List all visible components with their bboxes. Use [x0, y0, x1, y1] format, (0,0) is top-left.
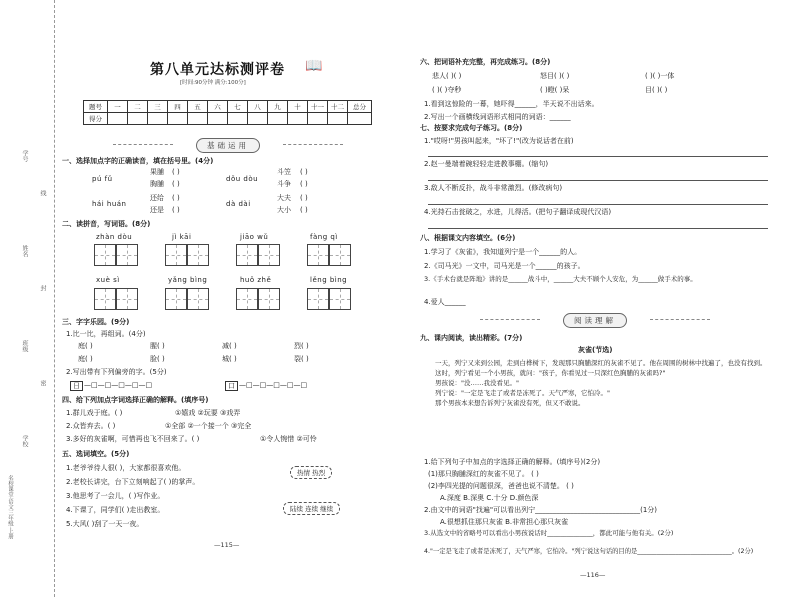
q2-pinyin-1: zhàn dòu: [96, 233, 133, 241]
q1-word-2a: 斗笠: [277, 168, 291, 176]
q5-item-4[interactable]: 4.下课了，同学们( )走出教室。: [66, 506, 165, 514]
q4-item-1-options: ①嬉戏 ②玩要 ③戏弄: [175, 409, 241, 417]
q3-sub1: 1.比一比，再组词。(4分): [66, 330, 146, 338]
q6-word-2[interactable]: 怒目( )( ): [540, 72, 570, 80]
score-table-header-cell: 五: [188, 101, 208, 113]
writing-box[interactable]: [116, 244, 138, 266]
writing-box[interactable]: [165, 244, 187, 266]
q6-title: 六、把词语补充完整，再完成练习。(8分): [420, 58, 551, 66]
writing-box[interactable]: [329, 244, 351, 266]
score-cell[interactable]: [148, 113, 168, 125]
q3-pair-1a[interactable]: 庭( ): [78, 342, 93, 350]
passage-paragraph-4: 列宁说："一定是飞走了或者是冻死了。天气严寒，它怕冷。": [435, 389, 610, 398]
q3-radical-2-blanks[interactable]: —□—□—□—□—□: [239, 381, 308, 389]
page-number-left: —115—: [214, 541, 240, 549]
q3-pair-4b[interactable]: 裂( ): [294, 355, 309, 363]
sidebar-label-line: 线: [39, 190, 46, 196]
q8-item-4[interactable]: 4.爱人______: [424, 298, 466, 306]
sidebar-book-label: 名校课堂·语文三年级·上册: [7, 475, 13, 539]
q6-word-6[interactable]: 目( )( ): [645, 86, 668, 94]
q1-word-4a: 大夫: [277, 194, 291, 202]
q8-title: 八、根据课文内容填空。(6分): [420, 234, 516, 242]
q1-word-3a: 还给: [150, 194, 164, 202]
q2-pinyin-2: jì kāi: [172, 233, 192, 241]
q1-answer-2b[interactable]: ( ): [300, 180, 308, 188]
q2-pinyin-3: jiāo wǔ: [240, 233, 269, 241]
q3-pair-4a[interactable]: 烈( ): [294, 342, 309, 350]
q1-answer-3b[interactable]: ( ): [172, 206, 180, 214]
writing-box[interactable]: [307, 244, 329, 266]
q9-sub1-item-1[interactable]: (1)那只胸脯深红的灰雀不见了。 ( ): [428, 470, 539, 478]
writing-box[interactable]: [165, 288, 187, 310]
writing-box[interactable]: [258, 244, 280, 266]
q1-word-1a: 果脯: [150, 168, 164, 176]
q3-radical-1: 日: [70, 381, 83, 391]
q3-title: 三、字字乐园。(9分): [62, 318, 130, 326]
score-table-header-cell: 十一: [308, 101, 328, 113]
passage-paragraph-3: 男孩说："没……我没看见。": [435, 379, 519, 388]
right-page: [400, 0, 800, 597]
score-table: [83, 100, 372, 125]
page-number-right: —116—: [580, 571, 606, 579]
binding-sidebar: [0, 0, 55, 597]
score-table-header-cell: 总分: [348, 101, 372, 113]
q1-answer-1a[interactable]: ( ): [172, 168, 180, 176]
q7-answer-line-1[interactable]: [428, 156, 768, 157]
section-banner-reading: 阅读理解: [420, 313, 770, 327]
q7-title: 七、按要求完成句子练习。(8分): [420, 124, 523, 132]
q6-sub1[interactable]: 1.看到这惊险的一幕，她吓得______，半天说不出话来。: [424, 100, 599, 108]
q1-word-3b: 还是: [150, 206, 164, 214]
q4-item-3[interactable]: 3.多好的灰雀啊，可惜再也飞不回来了。( ): [66, 435, 200, 443]
q1-title: 一、选择加点字的正确读音，填在括号里。(4分): [62, 157, 214, 165]
q7-answer-line-4[interactable]: [428, 228, 768, 229]
score-cell[interactable]: [328, 113, 348, 125]
q1-answer-4b[interactable]: ( ): [300, 206, 308, 214]
score-cell[interactable]: [128, 113, 148, 125]
q1-answer-2a[interactable]: ( ): [300, 168, 308, 176]
q9-sub2-options: A.很想抓住那只灰雀 B.非常担心那只灰雀: [440, 518, 569, 526]
q1-word-2b: 斗争: [277, 180, 291, 188]
q2-title: 二、读拼音，写词语。(8分): [62, 220, 151, 228]
q3-pair-1b[interactable]: 庭( ): [78, 355, 93, 363]
q1-pinyin-4: dà dài: [226, 200, 251, 208]
score-cell[interactable]: [248, 113, 268, 125]
writing-box[interactable]: [236, 244, 258, 266]
q1-answer-4a[interactable]: ( ): [300, 194, 308, 202]
q2-pinyin-5: xuè sì: [96, 276, 120, 284]
sidebar-label-seal: 封: [39, 285, 46, 291]
passage-paragraph-5: 那个男孩本来想告诉列宁灰雀没有死，但又不敢说。: [435, 399, 585, 408]
q3-pair-3b[interactable]: 城( ): [222, 355, 237, 363]
score-table-header-cell: 六: [208, 101, 228, 113]
writing-box[interactable]: [258, 288, 280, 310]
q1-word-4b: 大小: [277, 206, 291, 214]
q3-pair-2a[interactable]: 腥( ): [150, 342, 165, 350]
q6-word-4[interactable]: ( )( )夺秒: [432, 86, 462, 94]
q3-radical-2: 口: [225, 381, 238, 391]
writing-box[interactable]: [307, 288, 329, 310]
q9-sub1-item-2[interactable]: (2)李四光提的问题很深，爸爸也说不清楚。 ( ): [428, 482, 574, 490]
q5-word-box-2: 陆续 连续 继续: [283, 502, 340, 515]
writing-box[interactable]: [94, 244, 116, 266]
q2-pinyin-7: huǒ zhě: [240, 276, 272, 284]
q5-item-1[interactable]: 1.老爷爷待人很( )，大家都很喜欢他。: [66, 464, 186, 472]
q9-sub2[interactable]: 2.由文中的词语"找遍"可以看出列宁______________________________(1分): [424, 506, 658, 514]
q4-item-2-options: ①全部 ②一个接一个 ③完全: [165, 422, 252, 430]
q4-title: 四、给下列加点字词选择正确的解释。(填序号): [62, 396, 209, 404]
score-cell[interactable]: [208, 113, 228, 125]
q2-pinyin-8: lěng bìng: [310, 276, 348, 284]
book-icon: 📖: [305, 58, 323, 74]
q6-sub2[interactable]: 2.写出一个画横线词语形式相同的词语：______: [424, 113, 571, 121]
exam-meta: [时间:90分钟 满分:100分]: [180, 80, 246, 86]
reading-passage: [422, 358, 777, 408]
q6-word-3[interactable]: ( )( )一体: [645, 72, 675, 80]
writing-box[interactable]: [187, 244, 209, 266]
q7-answer-line-3[interactable]: [428, 204, 768, 205]
q8-item-3[interactable]: 3.《手术台就是阵地》讲的是______战斗中，______大夫不顾个人安危，为______做手术的事。: [424, 275, 697, 283]
score-cell[interactable]: [268, 113, 288, 125]
q4-item-1[interactable]: 1.群儿戏于庭。( ): [66, 409, 123, 417]
q6-word-5[interactable]: ( )瞪( )呆: [540, 86, 570, 94]
q8-item-1[interactable]: 1.学习了《灰雀》，我知道列宁是一个______的人。: [424, 248, 582, 256]
sidebar-label-school: 学校: [21, 435, 28, 447]
score-table-header-cell: 八: [248, 101, 268, 113]
score-cell[interactable]: [188, 113, 208, 125]
q1-pinyin-2: dǒu dòu: [226, 175, 259, 183]
q9-sub4[interactable]: 4."一定是飞走了或者是冻死了，天气严寒，它怕冷。"列宁说这句话的目的是______________________________。(2分): [424, 548, 754, 555]
q3-pair-2b[interactable]: 脸( ): [150, 355, 165, 363]
q3-radical-1-blanks[interactable]: —□—□—□—□—□: [84, 381, 153, 389]
q9-title: 九、课内阅读，读出精彩。(7分): [420, 334, 523, 342]
writing-box[interactable]: [116, 288, 138, 310]
score-cell[interactable]: [228, 113, 248, 125]
score-table-header-cell: 四: [168, 101, 188, 113]
sidebar-label-class: 班级: [21, 340, 28, 352]
q9-sub1: 1.给下列句子中加点的字选择正确的解释。(填序号)(2分): [424, 458, 601, 466]
score-cell[interactable]: [348, 113, 372, 125]
writing-box[interactable]: [94, 288, 116, 310]
q1-answer-1b[interactable]: ( ): [172, 180, 180, 188]
passage-paragraph-1: 一天，列宁又来到公园，走到白桦树下，发现那只胸脯深红的灰雀不见了。他在周围的树林中找遍了，也没有找到。: [435, 359, 767, 367]
q7-answer-line-2[interactable]: [428, 180, 768, 181]
q9-sub1-options: A.深度 B.深奥 C.十分 D.颜色深: [440, 494, 539, 502]
q2-pinyin-6: yǎng bìng: [168, 276, 208, 284]
q7-item-2: 2.赵一曼端着碗轻轻走进教事棚。(缩句): [424, 160, 549, 168]
q4-item-3-options: ①令人惋惜 ②可怜: [260, 435, 317, 443]
q5-item-5[interactable]: 5.大风( )刮了一天一夜。: [66, 520, 144, 528]
q1-word-1b: 胸脯: [150, 180, 164, 188]
q2-pinyin-4: fàng qì: [310, 233, 338, 241]
section-banner-basics: 基础运用: [83, 138, 373, 152]
score-row-label: 得分: [84, 113, 108, 125]
q1-pinyin-1: pú fǔ: [92, 175, 113, 183]
q4-item-2[interactable]: 2.众皆弃去。( ): [66, 422, 116, 430]
score-cell[interactable]: [288, 113, 308, 125]
writing-box[interactable]: [329, 288, 351, 310]
page-title: 第八单元达标测评卷: [150, 62, 285, 78]
sidebar-label-secret: 密: [39, 380, 46, 386]
sidebar-label-name: 姓名: [21, 245, 28, 257]
q7-item-3: 3.敌人不断反扑，战斗非常激烈。(修改病句): [424, 184, 563, 192]
score-table-header-cell: 七: [228, 101, 248, 113]
writing-box[interactable]: [236, 288, 258, 310]
q5-title: 五、选词填空。(5分): [62, 450, 130, 458]
score-cell[interactable]: [308, 113, 328, 125]
q1-pinyin-3: hái huán: [92, 200, 127, 208]
writing-box[interactable]: [187, 288, 209, 310]
q3-sub2: 2.写出带有下列偏旁的字。(5分): [66, 368, 167, 376]
score-cell[interactable]: [168, 113, 188, 125]
passage-title: 灰雀(节选): [578, 346, 613, 354]
q5-word-box-1: 热情 热烈: [290, 466, 332, 479]
q8-item-2[interactable]: 2.《司马光》一文中，司马光是一个______的孩子。: [424, 262, 585, 270]
q1-answer-3a[interactable]: ( ): [172, 194, 180, 202]
score-table-header-cell: 九: [268, 101, 288, 113]
score-cell[interactable]: [108, 113, 128, 125]
q7-item-4: 4.光持石击瓮破之，水进，儿得活。(把句子翻译成现代汉语): [424, 208, 612, 216]
q7-item-1: 1."哎呀!"男孩叫起来，"坏了!"(改为说话者在前): [424, 137, 574, 145]
q5-item-2[interactable]: 2.老校长讲完，台下立刻响起了( )的掌声。: [66, 478, 200, 486]
passage-paragraph-2: 这时，列宁看见一个小男孩，就问："孩子，你看见过一只深红色胸脯的灰雀吗?": [435, 369, 666, 378]
q5-item-3[interactable]: 3.他思考了一会儿，( )写作业。: [66, 492, 165, 500]
score-table-header-cell: 一: [108, 101, 128, 113]
q9-sub3[interactable]: 3.从选文中的省略号可以看出小男孩说话时______________，都此可能与他有关。(2分): [424, 529, 674, 537]
sidebar-label-student-id: 学号: [21, 150, 28, 162]
score-table-header-cell: 三: [148, 101, 168, 113]
q3-pair-3a[interactable]: 减( ): [222, 342, 237, 350]
score-table-header-cell: 十二: [328, 101, 348, 113]
q6-word-1[interactable]: 悲人( )( ): [432, 72, 462, 80]
score-table-header-cell: 十: [288, 101, 308, 113]
score-table-header-cell: 二: [128, 101, 148, 113]
score-table-header-cell: 题号: [84, 101, 108, 113]
